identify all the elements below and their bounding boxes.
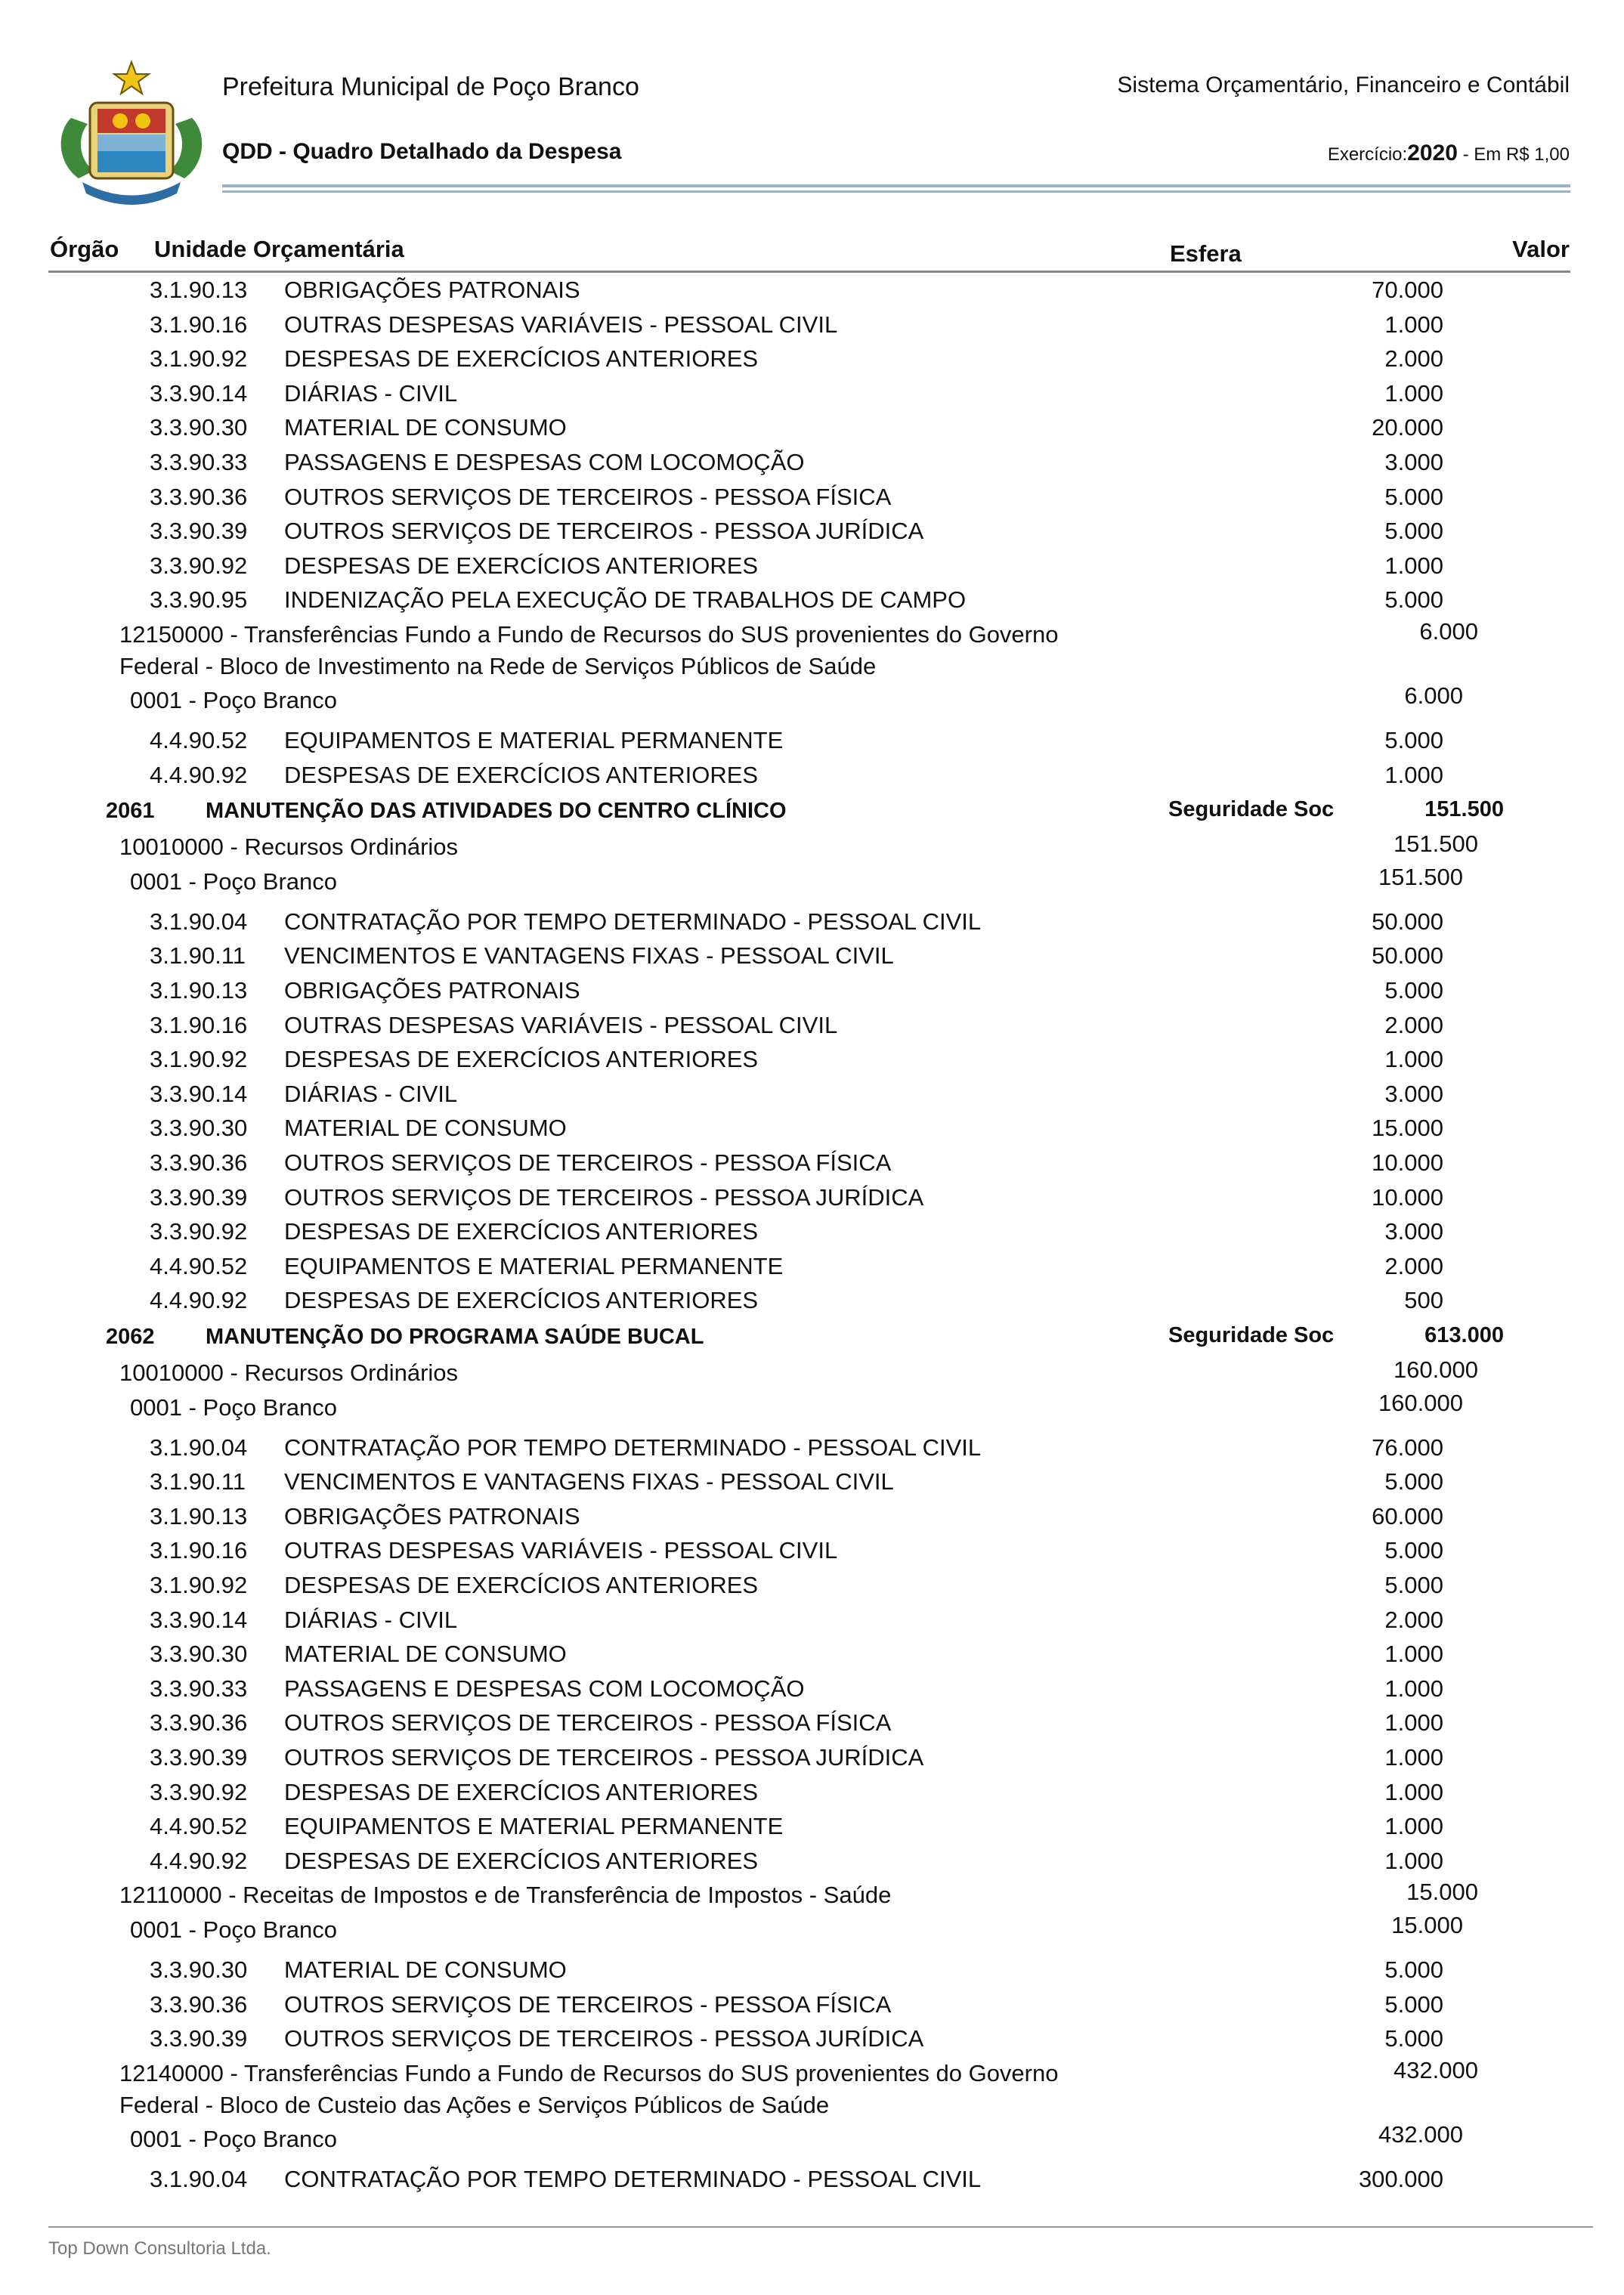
location-value: 160.000 bbox=[1378, 1389, 1463, 1416]
expense-description: DESPESAS DE EXERCÍCIOS ANTERIORES bbox=[284, 1847, 759, 1874]
expense-value: 5.000 bbox=[1384, 977, 1443, 1004]
expense-value: 5.000 bbox=[1384, 1990, 1443, 2018]
expense-description: DESPESAS DE EXERCÍCIOS ANTERIORES bbox=[284, 345, 759, 373]
expense-value: 10.000 bbox=[1372, 1149, 1443, 1176]
expense-code: 3.3.90.39 bbox=[150, 1744, 248, 1771]
expense-description: MATERIAL DE CONSUMO bbox=[284, 1115, 567, 1142]
expense-description: OBRIGAÇÕES PATRONAIS bbox=[284, 977, 580, 1004]
resource-value: 151.500 bbox=[1393, 830, 1478, 858]
location-label: 0001 - Poço Branco bbox=[130, 1393, 338, 1421]
expense-description: DESPESAS DE EXERCÍCIOS ANTERIORES bbox=[284, 552, 759, 579]
expense-code: 3.3.90.92 bbox=[150, 552, 248, 579]
expense-value: 70.000 bbox=[1372, 277, 1443, 303]
expense-description: DESPESAS DE EXERCÍCIOS ANTERIORES bbox=[284, 1218, 759, 1245]
expense-value: 60.000 bbox=[1372, 1502, 1443, 1529]
expense-value: 2.000 bbox=[1384, 1252, 1443, 1279]
expense-description: CONTRATAÇÃO POR TEMPO DETERMINADO - PESSOAL CIVIL bbox=[284, 2165, 982, 2192]
resource-value: 15.000 bbox=[1406, 1879, 1478, 1906]
expense-description: MATERIAL DE CONSUMO bbox=[284, 414, 567, 441]
expense-code: 3.3.90.95 bbox=[150, 586, 248, 614]
expense-code: 4.4.90.92 bbox=[150, 1847, 248, 1874]
expense-description: DIÁRIAS - CIVIL bbox=[284, 379, 458, 407]
expense-code: 4.4.90.52 bbox=[150, 1252, 248, 1279]
expense-code: 3.3.90.36 bbox=[150, 1709, 248, 1737]
expense-description: OUTROS SERVIÇOS DE TERCEIROS - PESSOA JURÍDICA bbox=[284, 518, 924, 545]
resource-source-continued: Federal - Bloco de Investimento na Rede de Serviços Públicos de Saúde bbox=[119, 653, 877, 679]
expense-value: 5.000 bbox=[1384, 727, 1443, 753]
expense-code: 3.3.90.30 bbox=[150, 1641, 248, 1668]
resource-source: 12140000 - Transferências Fundo a Fundo de Recursos do SUS provenientes do Governo bbox=[119, 2059, 1059, 2086]
expense-value: 15.000 bbox=[1372, 1115, 1443, 1142]
expense-description: CONTRATAÇÃO POR TEMPO DETERMINADO - PESSOAL CIVIL bbox=[284, 1434, 982, 1461]
expense-description: OUTROS SERVIÇOS DE TERCEIROS - PESSOA JURÍDICA bbox=[284, 1183, 924, 1211]
expense-code: 3.3.90.39 bbox=[150, 2025, 248, 2052]
expense-code: 3.3.90.14 bbox=[150, 1080, 248, 1107]
resource-value: 160.000 bbox=[1393, 1356, 1478, 1383]
expense-code: 3.3.90.14 bbox=[150, 379, 248, 407]
expense-value: 1.000 bbox=[1384, 1046, 1443, 1073]
location-value: 15.000 bbox=[1391, 1912, 1463, 1938]
footer-rule bbox=[48, 2226, 1593, 2228]
col-header-orgao: Órgão bbox=[50, 236, 119, 262]
expense-description: OUTRAS DESPESAS VARIÁVEIS - PESSOAL CIVIL bbox=[284, 311, 838, 338]
expense-value: 500 bbox=[1404, 1287, 1443, 1314]
resource-value: 432.000 bbox=[1393, 2056, 1478, 2083]
expense-code: 3.3.90.39 bbox=[150, 518, 248, 545]
expense-description: EQUIPAMENTOS E MATERIAL PERMANENTE bbox=[284, 1252, 784, 1279]
location-value: 432.000 bbox=[1378, 2120, 1463, 2148]
expense-description: OUTROS SERVIÇOS DE TERCEIROS - PESSOA JURÍDICA bbox=[284, 2025, 924, 2052]
expense-value: 5.000 bbox=[1384, 1468, 1443, 1495]
expense-description: MATERIAL DE CONSUMO bbox=[284, 1956, 567, 1983]
expense-value: 1.000 bbox=[1384, 761, 1443, 788]
municipality-name: Prefeitura Municipal de Poço Branco bbox=[222, 73, 639, 101]
column-header-rule bbox=[48, 271, 1570, 273]
action-code: 2061 bbox=[106, 799, 155, 824]
expense-value: 1.000 bbox=[1384, 1709, 1443, 1737]
expense-description: MATERIAL DE CONSUMO bbox=[284, 1641, 567, 1668]
expense-value: 5.000 bbox=[1384, 1956, 1443, 1983]
expense-code: 3.3.90.33 bbox=[150, 449, 248, 475]
expense-code: 3.1.90.16 bbox=[150, 311, 248, 338]
expense-code: 3.3.90.36 bbox=[150, 1990, 248, 2018]
expense-description: EQUIPAMENTOS E MATERIAL PERMANENTE bbox=[284, 727, 784, 753]
expense-code: 3.1.90.92 bbox=[150, 1046, 248, 1073]
header-rule-secondary bbox=[222, 190, 1570, 193]
expense-code: 3.1.90.13 bbox=[150, 277, 248, 303]
expense-description: DIÁRIAS - CIVIL bbox=[284, 1606, 458, 1633]
expense-description: OUTRAS DESPESAS VARIÁVEIS - PESSOAL CIVIL bbox=[284, 1537, 838, 1564]
expense-code: 3.1.90.11 bbox=[150, 942, 246, 970]
esfera-label: Seguridade Soc bbox=[1168, 797, 1335, 822]
currency-note: - Em R$ 1,00 bbox=[1462, 144, 1570, 165]
expense-value: 5.000 bbox=[1384, 483, 1443, 510]
resource-source: 10010000 - Recursos Ordinários bbox=[119, 1359, 459, 1386]
expense-value: 20.000 bbox=[1372, 414, 1443, 441]
expense-value: 2.000 bbox=[1384, 345, 1443, 373]
expense-value: 1.000 bbox=[1384, 1813, 1443, 1840]
expense-value: 1.000 bbox=[1384, 311, 1443, 338]
expense-value: 1.000 bbox=[1384, 552, 1443, 579]
report-title: QDD - Quadro Detalhado da Despesa bbox=[222, 139, 622, 164]
expense-value: 5.000 bbox=[1384, 1572, 1443, 1598]
expense-value: 2.000 bbox=[1384, 1606, 1443, 1633]
expense-description: OBRIGAÇÕES PATRONAIS bbox=[284, 277, 580, 303]
esfera-label: Seguridade Soc bbox=[1168, 1323, 1335, 1347]
expense-code: 4.4.90.92 bbox=[150, 761, 248, 788]
exercise-info bbox=[1328, 141, 1570, 166]
expense-value: 300.000 bbox=[1358, 2165, 1443, 2192]
expense-description: DESPESAS DE EXERCÍCIOS ANTERIORES bbox=[284, 1572, 759, 1598]
expense-description: VENCIMENTOS E VANTAGENS FIXAS - PESSOAL CIVIL bbox=[284, 942, 894, 970]
expense-description: INDENIZAÇÃO PELA EXECUÇÃO DE TRABALHOS DE CAMPO bbox=[284, 586, 967, 614]
expense-description: DESPESAS DE EXERCÍCIOS ANTERIORES bbox=[284, 1287, 759, 1314]
location-label: 0001 - Poço Branco bbox=[130, 2125, 338, 2152]
col-header-valor: Valor bbox=[1512, 236, 1570, 262]
exercise-year: 2020 bbox=[1407, 141, 1458, 165]
location-label: 0001 - Poço Branco bbox=[130, 687, 338, 713]
expense-value: 1.000 bbox=[1384, 1847, 1443, 1874]
location-label: 0001 - Poço Branco bbox=[130, 868, 338, 895]
expense-value: 5.000 bbox=[1384, 518, 1443, 545]
expense-description: DIÁRIAS - CIVIL bbox=[284, 1080, 458, 1107]
expense-description: PASSAGENS E DESPESAS COM LOCOMOÇÃO bbox=[284, 1675, 805, 1702]
exercise-label: Exercício: bbox=[1327, 144, 1408, 165]
expense-description: EQUIPAMENTOS E MATERIAL PERMANENTE bbox=[284, 1813, 784, 1840]
expense-value: 2.000 bbox=[1384, 1011, 1443, 1038]
expense-description: VENCIMENTOS E VANTAGENS FIXAS - PESSOAL CIVIL bbox=[284, 1468, 894, 1495]
expense-description: OUTROS SERVIÇOS DE TERCEIROS - PESSOA JURÍDICA bbox=[284, 1744, 924, 1771]
resource-value: 6.000 bbox=[1419, 618, 1478, 645]
expense-code: 3.3.90.33 bbox=[150, 1675, 248, 1702]
location-label: 0001 - Poço Branco bbox=[130, 1916, 338, 1943]
expense-code: 4.4.90.52 bbox=[150, 727, 248, 753]
expense-value: 1.000 bbox=[1384, 1675, 1443, 1702]
expense-code: 3.1.90.16 bbox=[150, 1011, 248, 1038]
municipal-crest-logo bbox=[48, 57, 215, 209]
action-value: 613.000 bbox=[1424, 1323, 1504, 1347]
expense-description: OUTROS SERVIÇOS DE TERCEIROS - PESSOA FÍSICA bbox=[284, 483, 892, 510]
footer-company: Top Down Consultoria Ltda. bbox=[48, 2238, 271, 2259]
expense-code: 3.1.90.04 bbox=[150, 2165, 248, 2192]
expense-description: CONTRATAÇÃO POR TEMPO DETERMINADO - PESSOAL CIVIL bbox=[284, 908, 982, 935]
resource-source: 12150000 - Transferências Fundo a Fundo de Recursos do SUS provenientes do Governo bbox=[119, 621, 1059, 648]
expense-code: 3.1.90.04 bbox=[150, 908, 248, 935]
expense-description: PASSAGENS E DESPESAS COM LOCOMOÇÃO bbox=[284, 449, 805, 475]
expense-code: 3.1.90.11 bbox=[150, 1468, 246, 1495]
action-code: 2062 bbox=[106, 1325, 155, 1349]
expense-value: 5.000 bbox=[1384, 1537, 1443, 1564]
expense-value: 5.000 bbox=[1384, 2025, 1443, 2052]
expense-description: DESPESAS DE EXERCÍCIOS ANTERIORES bbox=[284, 761, 759, 788]
expense-code: 4.4.90.92 bbox=[150, 1287, 248, 1314]
resource-source: 10010000 - Recursos Ordinários bbox=[119, 834, 459, 861]
expense-value: 1.000 bbox=[1384, 1641, 1443, 1668]
header-rule bbox=[222, 184, 1570, 187]
expense-description: OUTROS SERVIÇOS DE TERCEIROS - PESSOA FÍSICA bbox=[284, 1709, 892, 1737]
resource-source-continued: Federal - Bloco de Custeio das Ações e Serviços Públicos de Saúde bbox=[119, 2091, 830, 2118]
expense-code: 3.3.90.14 bbox=[150, 1606, 248, 1633]
expense-description: DESPESAS DE EXERCÍCIOS ANTERIORES bbox=[284, 1046, 759, 1073]
expense-description: OUTROS SERVIÇOS DE TERCEIROS - PESSOA FÍSICA bbox=[284, 1990, 892, 2018]
expense-description: OBRIGAÇÕES PATRONAIS bbox=[284, 1502, 580, 1529]
expense-code: 3.3.90.39 bbox=[150, 1183, 248, 1211]
action-title: MANUTENÇÃO DAS ATIVIDADES DO CENTRO CLÍNICO bbox=[206, 799, 787, 824]
expense-code: 3.3.90.36 bbox=[150, 1149, 248, 1176]
expense-description: OUTRAS DESPESAS VARIÁVEIS - PESSOAL CIVIL bbox=[284, 1011, 838, 1038]
expense-value: 76.000 bbox=[1372, 1434, 1443, 1461]
system-name: Sistema Orçamentário, Financeiro e Contábil bbox=[1117, 73, 1570, 97]
expense-value: 1.000 bbox=[1384, 379, 1443, 407]
expense-value: 50.000 bbox=[1372, 942, 1443, 970]
expense-code: 3.1.90.92 bbox=[150, 1572, 248, 1598]
expense-value: 3.000 bbox=[1384, 449, 1443, 475]
resource-source: 12110000 - Receitas de Impostos e de Transferência de Impostos - Saúde bbox=[119, 1882, 892, 1909]
expense-code: 3.3.90.36 bbox=[150, 483, 248, 510]
expense-value: 1.000 bbox=[1384, 1778, 1443, 1805]
expense-value: 50.000 bbox=[1372, 908, 1443, 935]
expense-code: 3.1.90.13 bbox=[150, 977, 248, 1004]
expense-code: 3.1.90.04 bbox=[150, 1434, 248, 1461]
col-header-esfera: Esfera bbox=[1170, 240, 1242, 267]
expense-code: 3.1.90.92 bbox=[150, 345, 248, 373]
action-value: 151.500 bbox=[1424, 797, 1504, 822]
expense-value: 1.000 bbox=[1384, 1744, 1443, 1771]
expense-code: 4.4.90.52 bbox=[150, 1813, 248, 1840]
location-value: 6.000 bbox=[1404, 682, 1463, 709]
expense-code: 3.3.90.30 bbox=[150, 1956, 248, 1983]
expense-code: 3.3.90.92 bbox=[150, 1218, 248, 1245]
expense-description: OUTROS SERVIÇOS DE TERCEIROS - PESSOA FÍSICA bbox=[284, 1149, 892, 1176]
expense-value: 3.000 bbox=[1384, 1080, 1443, 1107]
col-header-unidade: Unidade Orçamentária bbox=[154, 236, 404, 262]
expense-value: 5.000 bbox=[1384, 586, 1443, 614]
expense-value: 3.000 bbox=[1384, 1218, 1443, 1245]
location-value: 151.500 bbox=[1378, 863, 1463, 890]
action-title: MANUTENÇÃO DO PROGRAMA SAÚDE BUCAL bbox=[206, 1325, 704, 1349]
expense-code: 3.3.90.92 bbox=[150, 1778, 248, 1805]
expense-code: 3.1.90.13 bbox=[150, 1502, 248, 1529]
expense-description: DESPESAS DE EXERCÍCIOS ANTERIORES bbox=[284, 1778, 759, 1805]
expense-code: 3.3.90.30 bbox=[150, 414, 248, 441]
expense-code: 3.3.90.30 bbox=[150, 1115, 248, 1142]
expense-value: 10.000 bbox=[1372, 1183, 1443, 1211]
expense-code: 3.1.90.16 bbox=[150, 1537, 248, 1564]
